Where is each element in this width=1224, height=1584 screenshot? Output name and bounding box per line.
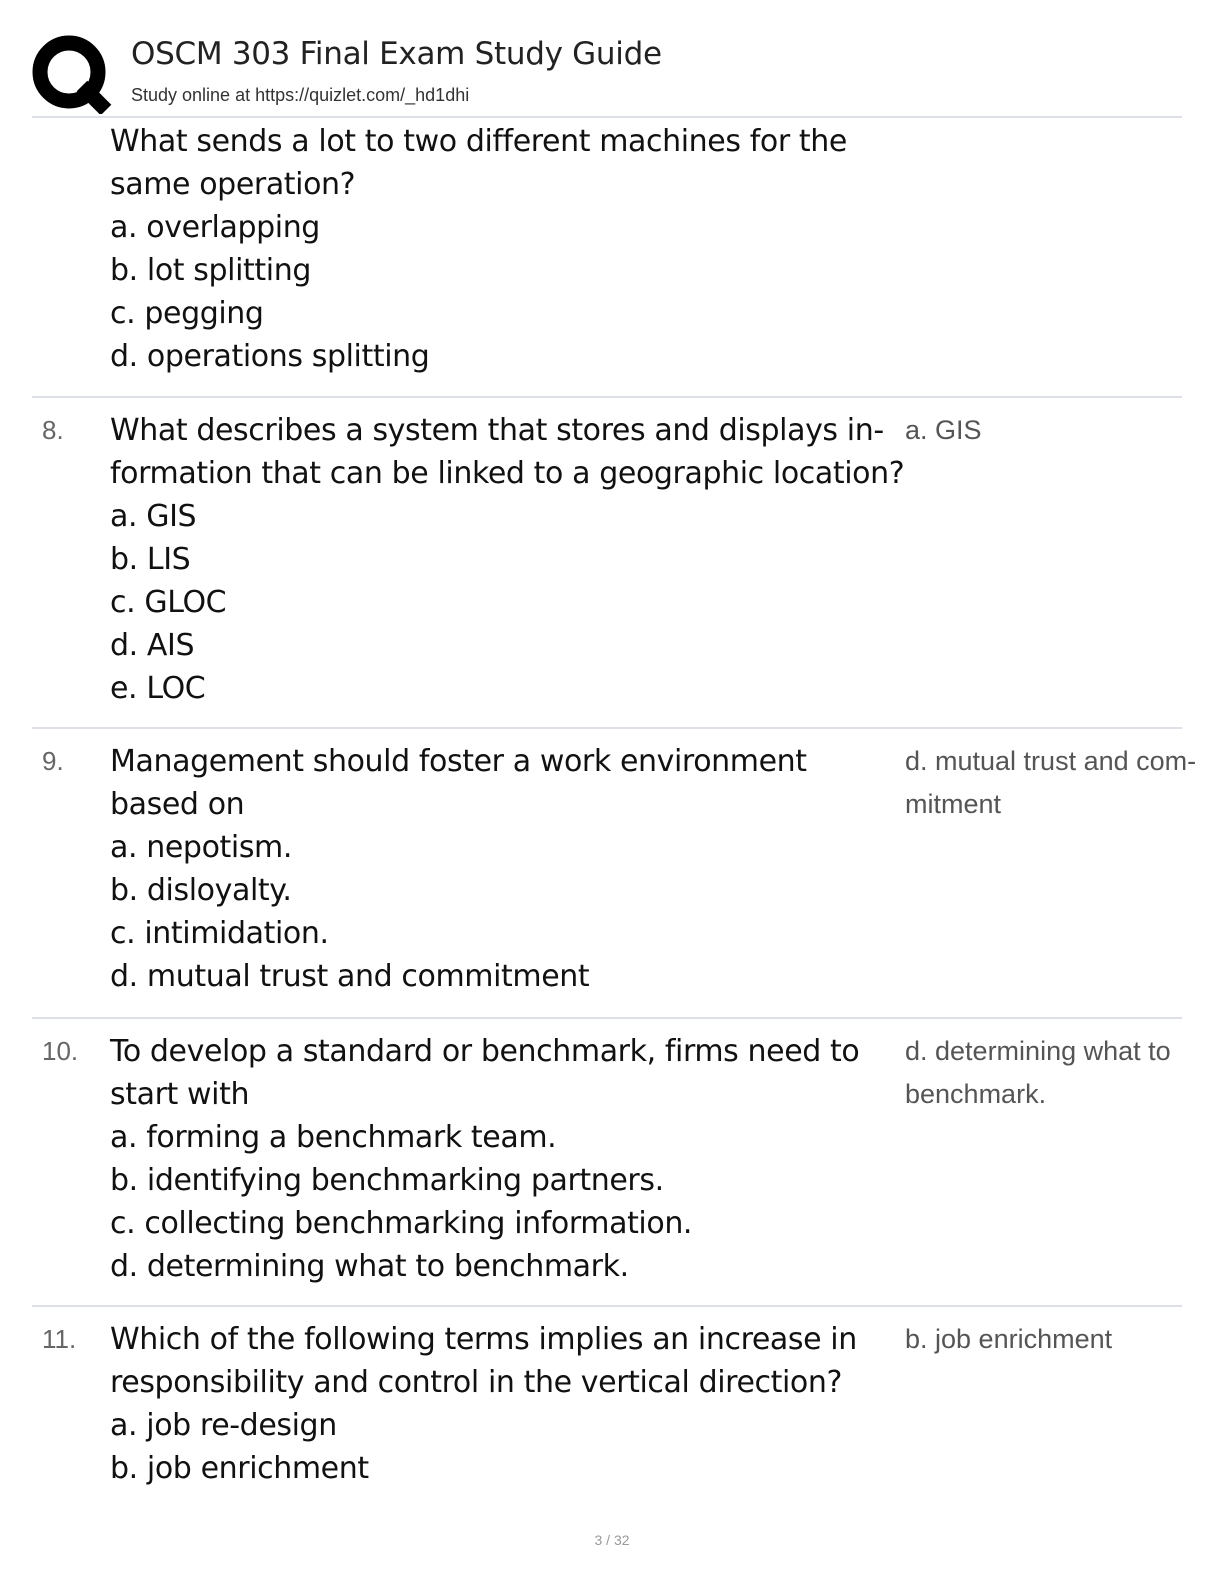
card-number: 9. [42, 746, 64, 776]
divider [32, 116, 1182, 118]
divider [32, 1017, 1182, 1019]
question-text: Which of the following terms implies an increase in responsibility and control in the vertical direction? a. job re-design b. job enrichment [110, 1322, 857, 1486]
divider [32, 396, 1182, 398]
question-text: Management should foster a work environment based on a. nepotism. b. disloyalty. c. intimidation. d. mutual trust and commitment [110, 744, 807, 994]
question-text: What describes a system that stores and displays in- formation that can be linked to a geographic location? a. GIS b. LIS c. GLOC d. AIS e. LOC [110, 413, 905, 706]
study-online-link[interactable]: Study online at https://quizlet.com/_hd1dhi [131, 85, 470, 105]
card-number: 10. [42, 1036, 79, 1066]
answer-text: d. determining what to benchmark. [905, 1036, 1171, 1109]
answer-text: d. mutual trust and com- mitment [905, 746, 1197, 819]
card-number: 8. [42, 415, 64, 445]
quizlet-logo-icon [32, 34, 112, 114]
divider [32, 1305, 1182, 1307]
page-number: 3 / 32 [594, 1532, 630, 1548]
question-text: What sends a lot to two different machines for the same operation? a. overlapping b. lot splitting c. pegging d. operations splitting [110, 124, 847, 374]
divider [32, 727, 1182, 729]
answer-text: b. job enrichment [905, 1324, 1113, 1354]
answer-text: a. GIS [905, 415, 982, 445]
question-text: To develop a standard or benchmark, firms need to start with a. forming a benchmark team. b. identifying benchmarking partners. c. collecting benchmarking information. d. determining what to benchmark. [110, 1034, 860, 1284]
page-header [32, 34, 1182, 116]
card-number: 11. [42, 1324, 77, 1354]
page-title: OSCM 303 Final Exam Study Guide [131, 36, 662, 72]
